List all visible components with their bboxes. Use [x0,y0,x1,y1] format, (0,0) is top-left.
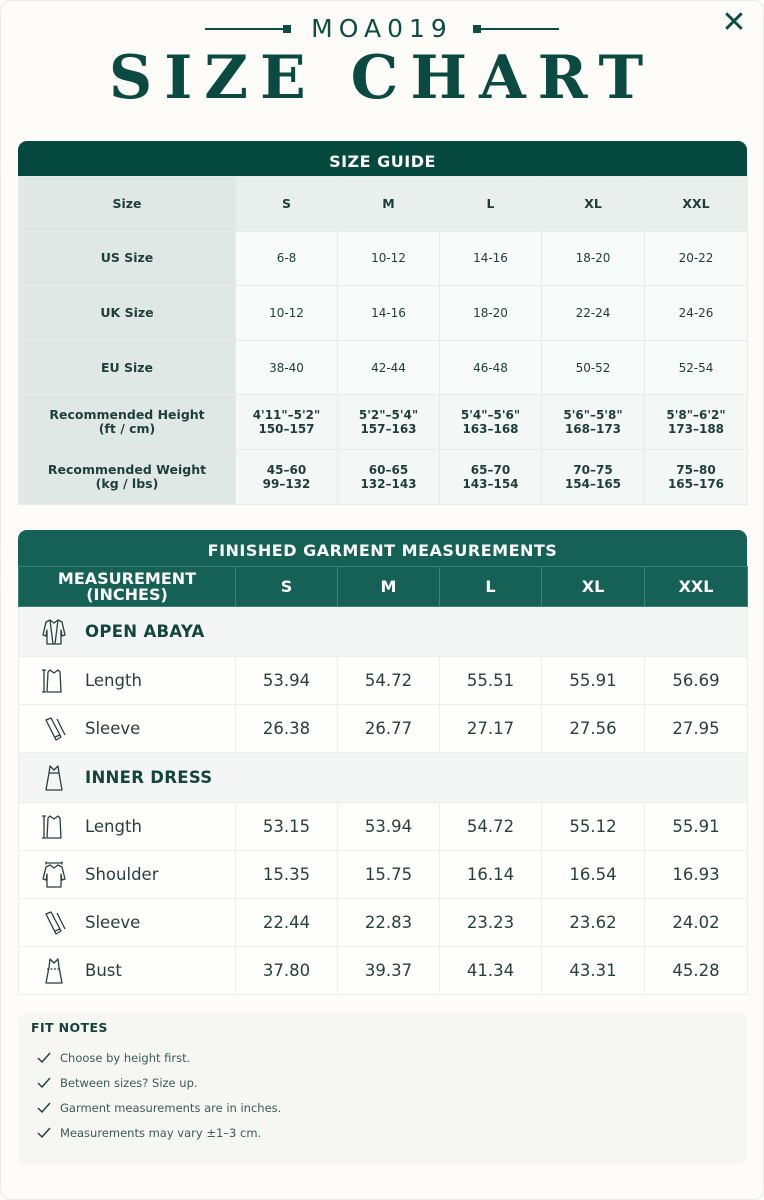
table-cell: 38-40 [236,340,338,395]
weight-lbs: 132–143 [360,476,417,491]
measurement-label: Sleeve [85,719,141,738]
table-cell: 56.69 [645,657,748,705]
fit-notes-panel [18,1013,747,1164]
fit-note-text: Choose by height first. [60,1051,191,1065]
size-col-header: XXL [645,567,748,607]
size-col-header: L [440,567,542,607]
open-abaya-icon [41,618,67,646]
sleeve-icon [41,909,67,937]
table-cell: 27.95 [645,705,748,753]
table-cell: 18-20 [542,231,645,286]
section-row-inner-dress [19,753,748,803]
table-cell: 55.51 [440,657,542,705]
table-row [19,449,748,504]
table-cell: 42-44 [338,340,440,395]
measurement-label: Shoulder [85,865,159,884]
height-cm: 157–163 [360,422,417,437]
size-col-header: M [338,177,440,232]
measurement-label-cell [19,705,236,753]
height-ft: 5'4"–5'6" [460,408,521,423]
checkmark-icon [36,1051,52,1065]
table-cell: 24-26 [645,286,748,341]
fit-note [36,1051,190,1065]
height-ft: 5'6"–5'8" [563,408,623,423]
table-row [19,286,748,341]
page-title: SIZE CHART [108,43,656,113]
section-cell [19,607,748,657]
height-cm: 150–157 [258,422,315,437]
table-cell: 55.91 [645,803,748,851]
height-cm: 168–173 [564,422,622,437]
table-cell: 54.72 [440,803,542,851]
table-row [19,851,748,899]
weight-lbs: 143–154 [462,476,519,491]
product-code: MOA019 [311,14,453,43]
table-cell: 26.38 [236,705,338,753]
inner-dress-icon [41,764,67,792]
table-cell [440,395,542,450]
size-header-label: Size [19,177,236,232]
table-cell: 20-22 [645,231,748,286]
table-cell: 27.56 [542,705,645,753]
table-cell: 55.91 [542,657,645,705]
table-cell: 26.77 [338,705,440,753]
table-cell: 39.37 [338,947,440,995]
row-label [19,449,236,504]
weight-lbs: 165–176 [667,476,725,491]
section-title: INNER DRESS [85,768,213,787]
measurement-header [19,567,236,607]
table-cell [645,449,748,504]
table-row [19,657,748,705]
table-row [19,803,748,851]
height-ft: 5'2"–5'4" [358,408,419,423]
measurement-label: Sleeve [85,913,141,932]
divider-square [473,25,481,33]
measurement-label: Length [85,671,142,690]
table-cell: 41.34 [440,947,542,995]
table-row [19,705,748,753]
size-col-header: XL [542,567,645,607]
table-cell: 6-8 [236,231,338,286]
weight-kg: 65–70 [470,462,511,477]
table-cell [236,395,338,450]
close-button[interactable] [718,5,750,40]
table-cell: 14-16 [338,286,440,341]
fit-notes-title: FIT NOTES [31,1020,108,1035]
section-title: OPEN ABAYA [85,622,205,641]
divider-square [283,25,291,33]
table-cell: 50-52 [542,340,645,395]
height-ft: 5'8"–6'2" [666,408,726,423]
row-label-line: Recommended Weight [47,461,207,477]
measurement-label-cell [19,657,236,705]
measurement-label: Bust [85,961,122,980]
divider-line [481,28,559,30]
product-code-row [0,14,764,44]
row-label: UK Size [19,286,236,341]
table-row [19,899,748,947]
table-cell [542,395,645,450]
checkmark-icon [36,1126,52,1140]
table-cell [440,449,542,504]
table-cell: 16.93 [645,851,748,899]
row-label: EU Size [19,340,236,395]
weight-kg: 60–65 [368,462,409,477]
table-cell: 52-54 [645,340,748,395]
size-col-header: XL [542,177,645,232]
length-icon [41,667,67,695]
table-cell: 22-24 [542,286,645,341]
table-cell: 55.12 [542,803,645,851]
length-icon [41,813,67,841]
measurement-label-cell [19,803,236,851]
row-label-unit: (kg / lbs) [95,475,159,491]
table-row [19,340,748,395]
sleeve-icon [41,715,67,743]
weight-kg: 45–60 [266,462,307,477]
size-guide-header-row [19,177,748,232]
measurement-label-cell [19,947,236,995]
table-row [19,947,748,995]
table-cell: 10-12 [338,231,440,286]
table-cell: 46-48 [440,340,542,395]
table-cell: 22.83 [338,899,440,947]
garment-header-row [19,567,748,607]
checkmark-icon [36,1076,52,1090]
checkmark-icon [36,1101,52,1115]
size-guide-title: SIZE GUIDE [18,141,747,176]
row-label-line: Recommended Height [49,407,205,423]
size-col-header: XXL [645,177,748,232]
table-cell [338,395,440,450]
close-icon: ✕ [721,5,747,40]
size-col-header: M [338,567,440,607]
table-cell: 23.62 [542,899,645,947]
table-cell: 15.75 [338,851,440,899]
table-cell: 24.02 [645,899,748,947]
row-label-unit: (ft / cm) [98,421,156,437]
garment-measurements-title: FINISHED GARMENT MEASUREMENTS [18,530,747,566]
table-cell [645,395,748,450]
table-cell: 53.15 [236,803,338,851]
table-cell [236,449,338,504]
table-cell: 53.94 [236,657,338,705]
fit-note [36,1101,281,1115]
divider-line [205,28,283,30]
table-cell: 14-16 [440,231,542,286]
table-cell: 37.80 [236,947,338,995]
measurement-label-cell [19,851,236,899]
size-guide-table [18,176,748,505]
fit-note-text: Between sizes? Size up. [60,1076,198,1090]
table-row [19,395,748,450]
shoulder-icon [41,861,67,889]
fit-note-text: Garment measurements are in inches. [60,1101,282,1115]
table-cell: 15.35 [236,851,338,899]
height-cm: 163–168 [462,422,519,437]
measurement-label: Length [85,817,142,836]
fit-note [36,1076,198,1090]
weight-lbs: 154–165 [564,476,622,491]
table-cell: 16.54 [542,851,645,899]
table-cell: 10-12 [236,286,338,341]
bust-icon [41,957,67,985]
row-label: US Size [19,231,236,286]
height-ft: 4'11"–5'2" [252,408,321,423]
table-cell: 43.31 [542,947,645,995]
weight-kg: 75–80 [676,462,716,477]
garment-measurements-table [18,566,748,995]
table-cell [542,449,645,504]
table-cell: 27.17 [440,705,542,753]
size-col-header: S [236,177,338,232]
table-cell: 53.94 [338,803,440,851]
section-cell [19,753,748,803]
table-cell: 23.23 [440,899,542,947]
size-col-header: L [440,177,542,232]
table-cell: 22.44 [236,899,338,947]
weight-lbs: 99–132 [262,476,311,491]
table-row [19,231,748,286]
fit-note [36,1126,261,1140]
table-cell: 54.72 [338,657,440,705]
measurement-label-cell [19,899,236,947]
fit-note-text: Measurements may vary ±1–3 cm. [60,1126,262,1140]
measurement-header-line: MEASUREMENT [57,568,197,588]
size-col-header: S [236,567,338,607]
weight-kg: 70–75 [573,462,613,477]
section-row-open-abaya [19,607,748,657]
table-cell: 45.28 [645,947,748,995]
height-cm: 173–188 [667,422,725,437]
measurement-header-unit: (INCHES) [86,584,168,604]
table-cell: 16.14 [440,851,542,899]
table-cell: 18-20 [440,286,542,341]
row-label [19,395,236,450]
table-cell [338,449,440,504]
